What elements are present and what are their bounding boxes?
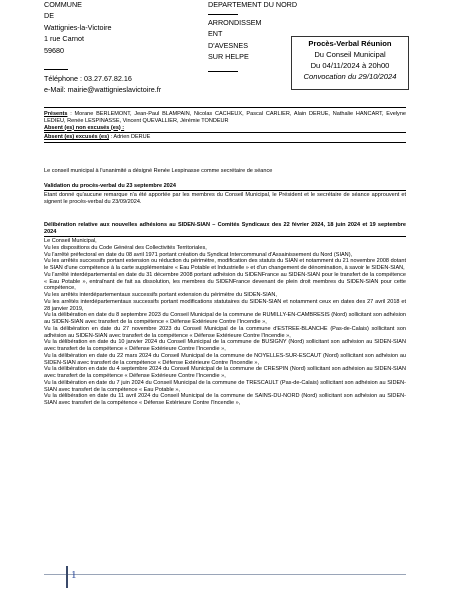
commune-email: e-Mail: mairie@wattignieslavictoire.fr bbox=[44, 85, 162, 94]
deliberation-paragraph: Vu les arrêtés interdépartementaux successifs portant extension du périmètre du SIDEN-SIAN, bbox=[44, 292, 277, 298]
pv-convocation: Convocation du 29/10/2024 bbox=[303, 72, 397, 81]
validation-text: Etant donné qu'aucune remarque n'a été apportée par les membres du Conseil Municipal, le Président et le secrétaire de séance approuvent et signent le procès-verbal du 23/09/2024. bbox=[44, 192, 406, 205]
commune-phone: Téléphone : 03.27.67.82.16 bbox=[44, 74, 132, 83]
deliberation-paragraph: Vu les dispositions du Code Général des Collectivités Territoriales, bbox=[44, 244, 207, 251]
validation-section bbox=[44, 183, 406, 190]
absent-excused-names: : Adrien DERUE bbox=[109, 134, 151, 140]
absent-excused bbox=[44, 134, 406, 141]
deliberation-paragraph: Vu la délibération en date du 22 mars 2024 du Conseil Municipal de la commune de NOYELLES-SUR-ESCAUT (Nord) sollicitant son adhésion au SIDEN-SIAN avec transfert de la compétence « Défense Extérieure Contre l'Incendie », bbox=[44, 352, 406, 366]
commune-block bbox=[44, 0, 112, 56]
page-number: 1 bbox=[71, 569, 77, 581]
deliberation-paragraph: Vu la délibération en date du 4 septembre 2024 du Conseil Municipal de la commune de CRESPIN (Nord) sollicitant son adhésion au SIDEN-SIAN avec transfert de la compétence « Défense Extérieure Contre l'Incendie », bbox=[44, 366, 406, 379]
present-label: Présents bbox=[44, 111, 68, 117]
deliberation-heading-block bbox=[44, 222, 406, 236]
arrondissement-block bbox=[208, 17, 262, 63]
deliberation-heading: Délibération relative aux nouvelles adhésions au SIDEN-SIAN – Comités Syndicaux des 22 février 2024, 18 juin 2024 et 19 septembre 2024 bbox=[44, 222, 406, 235]
arrondissement-line: SUR HELPE bbox=[208, 52, 249, 62]
pv-title: Procès-Verbal Réunion bbox=[308, 39, 392, 48]
absent-unexcused bbox=[44, 125, 406, 132]
present-names: : Morane BERLEMONT, Jean-Paul BLAMPAIN, Nicolas CACHEUX, Pascal CARLIER, Alain DERUE, Nathalie HANCART, Evelyne LEDIEU, Renée LESPINASSE, Vincent QUEVALLIER, Jérémie TONDEUR bbox=[44, 111, 406, 124]
divider bbox=[44, 142, 406, 143]
deliberation-paragraph: Vu l'arrêté préfectoral en date du 08 avril 1971 portant création du Syndicat Intercommunal d'Assainissement du Nord (SIAN), bbox=[44, 251, 353, 258]
arrondissement-line: ARRONDISSEM bbox=[208, 18, 262, 27]
present-paragraph bbox=[44, 111, 406, 125]
proces-verbal-box bbox=[291, 36, 409, 90]
deliberation-paragraph: Vu la délibération en date du 27 novembre 2023 du Conseil Municipal de la commune d'ESTREE-BLANCHE (Pas-de-Calais) sollicitant son adhésion au SIDEN-SIAN avec transfert de la compétence « Défense Extérieure Contre l'Incendie », bbox=[44, 325, 406, 339]
absent-excused-label: Absent (es) excusés (es) bbox=[44, 134, 110, 140]
secretary-text: Le conseil municipal à l'unanimité a désigné Renée Lespinasse comme secrétaire de séance bbox=[44, 168, 273, 174]
commune-name: Wattignies-la-Victoire bbox=[44, 22, 112, 32]
divider bbox=[44, 132, 406, 133]
validation-heading: Validation du procès-verbal du 23 septembre 2024 bbox=[44, 183, 176, 189]
deliberation-paragraph: Vu la délibération en date du 8 septembre 2023 du Conseil Municipal de la commune de RUMILLY-EN-CAMBRESIS (Nord) sollicitant son adhésion au SIDEN-SIAN avec transfert de la compétence « Défense Extérieure Contre l'Incendie », bbox=[44, 312, 406, 325]
absent-unexcused-label: Absent (es) non excusés (es) : bbox=[44, 124, 125, 131]
commune-address: 1 rue Carnot bbox=[44, 34, 84, 44]
divider bbox=[44, 190, 406, 191]
deliberation-paragraph: Vu la délibération en date du 11 avril 2024 du Conseil Municipal de la commune de SAINS-DU-NORD (Nord) sollicitant son adhésion au SIDEN-SIAN avec transfert de la compétence « Défense Extérieure Contre l'Incendie », bbox=[44, 393, 406, 406]
pv-subtitle: Du Conseil Municipal bbox=[314, 50, 386, 59]
validation-text-block bbox=[44, 192, 406, 206]
arrondissement-line: D'AVESNES bbox=[208, 40, 248, 50]
deliberation-paragraph: Vu l'arrêté interdépartemental en date du 31 décembre 2008 portant adhésion du SIDENFrance au SIDEN-SIAN pour le transfert de la compétence « Eau Potable », entraînant de fait sa dissolution, les membres du SIDENFrance devenant de plein droit membres du SIDEN-SIAN pour cette compétence, bbox=[44, 271, 406, 292]
pv-date: Du 04/11/2024 à 20h00 bbox=[310, 61, 390, 70]
commune-line: COMMUNE bbox=[44, 0, 82, 9]
commune-line: DE bbox=[44, 11, 54, 21]
deliberation-paragraph: Vu la délibération en date du 10 janvier 2024 du Conseil Municipal de la commune de BUSIGNY (Nord) sollicitant son adhésion au SIDEN-SIAN avec transfert de la compétence « Défense Extérieure Contre l'Incendie », bbox=[44, 339, 406, 352]
deliberation-paragraph: Vu les arrêtés interdépartementaux successifs portant modifications statutaires du SIDEN-SIAN et notamment ceux en dates des 27 avril 2018 et 28 janvier 2019, bbox=[44, 298, 406, 312]
divider bbox=[208, 71, 238, 72]
footer-divider bbox=[44, 574, 406, 575]
divider bbox=[44, 236, 406, 237]
arrondissement-line: ENT bbox=[208, 29, 223, 39]
department-label: DEPARTEMENT DU NORD bbox=[208, 0, 298, 9]
deliberation-intro: Le Conseil Municipal, bbox=[44, 238, 97, 244]
deliberation-body bbox=[44, 238, 406, 407]
divider bbox=[44, 69, 68, 70]
divider bbox=[208, 14, 238, 15]
commune-postcode: 59680 bbox=[44, 45, 64, 55]
page-marker bbox=[66, 566, 68, 588]
deliberation-paragraph: Vu les arrêtés successifs portant extension ou réduction du périmètre, modification des statuts du SIAN et notamment du 21 novembre 2008 dotant le SIAN d'une compétence à la carte supplémentaire « Eau Potable et Industrielle » et d'un changement de dénomination, à savoir le SIDEN-SIAN, bbox=[44, 258, 406, 271]
deliberation-paragraph: Vu la délibération en date du 7 juin 2024 du Conseil Municipal de la commune de TRESCAULT (Pas-de-Calais) sollicitant son adhésion au SIDEN-SIAN avec transfert de la compétence « Eau Potable », bbox=[44, 379, 406, 393]
secretary-line bbox=[44, 168, 406, 175]
attendance-section bbox=[44, 111, 406, 131]
divider bbox=[44, 107, 406, 108]
